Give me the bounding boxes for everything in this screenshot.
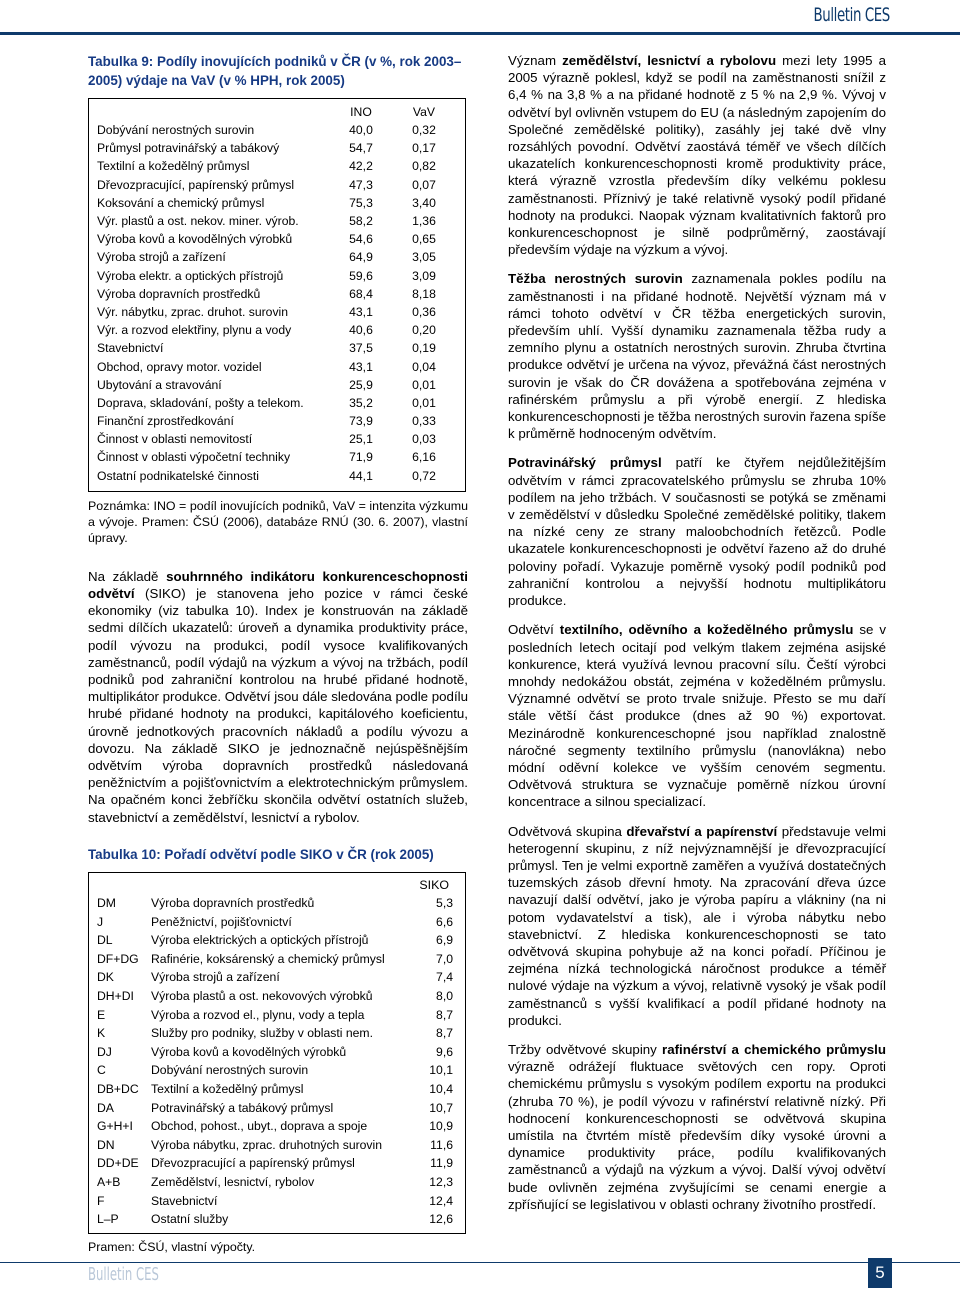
row-ino: 40,6 bbox=[349, 323, 373, 338]
table-row bbox=[97, 267, 465, 285]
row-ino: 44,1 bbox=[349, 468, 373, 483]
row-vav: 0,36 bbox=[412, 304, 436, 319]
row-ino: 37,5 bbox=[349, 341, 373, 356]
row-ino: 58,2 bbox=[349, 214, 373, 229]
row-ino: 54,7 bbox=[349, 141, 373, 156]
row-code: A+B bbox=[97, 1175, 121, 1189]
table9 bbox=[88, 98, 466, 492]
para-text: zaznamenala pokles podílu na zaměstnanosti i na přidané hodnotě. Největší význam má v rámci tohoto odvětví v ČR těžba energetických surovin, především uhlí. Vyšší dynamiku zaznamenala těžba rudy a zemního plynu a ostatních nerostných surovin. Zhruba čtvrtina produkce odvětví je určena na vývoz, převážná část nerostných surovin je však do ČR dovážena a spotřebována zejména v rafinérském průmyslu a při výrobě energií. Z hlediska konkurenceschopnosti je těžba nerostných surovin řazena spíše k průměrně hodnoceným odvětvím. bbox=[508, 271, 886, 442]
row-code: DJ bbox=[97, 1044, 112, 1059]
para-mining bbox=[508, 270, 886, 442]
row-code: DD+DE bbox=[97, 1156, 139, 1171]
row-label: Činnost v oblasti nemovitostí bbox=[97, 432, 253, 447]
siko-paragraph bbox=[88, 568, 468, 826]
row-vav: 3,05 bbox=[412, 250, 436, 265]
row-code: J bbox=[97, 914, 104, 929]
row-label: Textilní a kožedělný průmysl bbox=[151, 1082, 304, 1097]
table-row bbox=[97, 968, 465, 987]
para-bold: textilního, oděvního a kožedělného průmyslu bbox=[559, 622, 854, 638]
row-label: Průmysl potravinářský a tabákový bbox=[97, 141, 280, 156]
row-siko: 10,4 bbox=[429, 1082, 453, 1097]
row-label: Stavebnictví bbox=[151, 1193, 218, 1208]
row-label: Výr. nábytku, zprac. druhot. surovin bbox=[97, 304, 289, 319]
table-row bbox=[97, 248, 465, 266]
table10-title: Tabulka 10: Pořadí odvětví podle SIKO v ČR (rok 2005) bbox=[88, 846, 434, 862]
row-siko: 7,0 bbox=[436, 951, 453, 966]
row-siko: 10,9 bbox=[429, 1119, 453, 1134]
para-bold: dřevařství a papírenství bbox=[626, 823, 778, 839]
row-label: Doprava, skladování, pošty a telekom. bbox=[97, 395, 304, 410]
left-column bbox=[88, 52, 468, 1254]
para-textile bbox=[508, 621, 886, 810]
table-row bbox=[97, 467, 465, 485]
row-label: Výroba elektrických a optických přístrojů bbox=[151, 933, 369, 948]
table-row bbox=[97, 230, 465, 248]
row-label: Dobývání nerostných surovin bbox=[151, 1063, 309, 1078]
row-vav: 0,32 bbox=[412, 123, 436, 138]
row-ino: 43,1 bbox=[349, 359, 373, 374]
row-siko: 6,9 bbox=[436, 933, 453, 948]
row-ino: 42,2 bbox=[349, 159, 373, 174]
table-row bbox=[97, 430, 465, 448]
row-siko: 8,7 bbox=[436, 1007, 453, 1022]
table9-header bbox=[97, 103, 465, 121]
table10-source: Pramen: ČSÚ, vlastní výpočty. bbox=[88, 1240, 256, 1255]
row-vav: 8,18 bbox=[412, 286, 436, 301]
table-row bbox=[97, 950, 465, 969]
para-text: Na základě bbox=[88, 568, 167, 584]
page-number: 5 bbox=[868, 1258, 892, 1288]
table-row bbox=[97, 1005, 465, 1024]
row-label: Dobývání nerostných surovin bbox=[97, 123, 255, 138]
table-row bbox=[97, 412, 465, 430]
table-row bbox=[97, 212, 465, 230]
row-code: DB+DC bbox=[97, 1082, 139, 1097]
row-label: Finanční zprostředkování bbox=[97, 414, 234, 429]
row-label: Výroba kovů a kovodělných výrobků bbox=[151, 1044, 347, 1059]
table10-body bbox=[97, 894, 465, 1229]
row-label: Výroba dopravních prostředků bbox=[151, 896, 315, 911]
table-row bbox=[97, 1080, 465, 1099]
row-ino: 40,0 bbox=[349, 123, 373, 138]
table10-header bbox=[97, 877, 465, 894]
row-label: Stavebnictví bbox=[97, 341, 164, 356]
row-vav: 3,40 bbox=[412, 195, 436, 210]
row-vav: 0,33 bbox=[412, 414, 436, 429]
row-code: C bbox=[97, 1063, 106, 1078]
row-vav: 0,17 bbox=[412, 141, 436, 156]
table-row bbox=[97, 1098, 465, 1117]
row-siko: 7,4 bbox=[436, 970, 453, 985]
row-siko: 9,6 bbox=[436, 1044, 453, 1059]
row-label: Výroba a rozvod el., plynu, vody a tepla bbox=[151, 1007, 365, 1022]
row-label: Ostatní podnikatelské činnosti bbox=[97, 468, 259, 483]
row-label: Výroba nábytku, zprac. druhotných surovin bbox=[151, 1137, 383, 1152]
table-row bbox=[97, 987, 465, 1006]
table-row bbox=[97, 339, 465, 357]
row-vav: 0,01 bbox=[412, 395, 436, 410]
table-row bbox=[97, 394, 465, 412]
para-bold: souhrnného indikátoru konkurenceschopnosti odvětví bbox=[88, 568, 468, 601]
row-vav: 0,07 bbox=[412, 177, 436, 192]
row-vav: 0,20 bbox=[412, 323, 436, 338]
row-siko: 6,6 bbox=[436, 914, 453, 929]
row-siko: 11,9 bbox=[430, 1156, 453, 1171]
row-label: Ubytování a stravování bbox=[97, 377, 222, 392]
para-text: představuje velmi heterogenní skupinu, z níž nejvýznamnější je dřevozpracující průmysl. Ten je velmi exportně zaměřen a využívá dostatečných tuzemských zásob dřevní hmoty. Na zpracování dřeva úzce navazují další odvětví, jako je výroba papíru a vlákniny (na ni potom vydavatelství a tisk), ale i výroba nábytku nebo stavebnictví. Z hlediska konkurenceschopnosti se tato odvětvová skupina pohybuje až na konci pořadí. Příčinou je zejména nízká technologická náročnost produkce a téměř nulové výdaje na výzkum a vývoj, relativně vysoký je však podíl zaměstnanců s vyšší kvalifikací a podíl přidané hodnoty na produkci. bbox=[508, 823, 886, 1028]
row-label: Zemědělství, lesnictví, rybolov bbox=[151, 1175, 315, 1189]
row-siko: 8,7 bbox=[436, 1026, 453, 1041]
table-row bbox=[97, 376, 465, 394]
table-row bbox=[97, 1173, 465, 1192]
row-label: Koksování a chemický průmysl bbox=[97, 195, 265, 210]
table-row bbox=[97, 321, 465, 339]
row-vav: 0,04 bbox=[412, 359, 436, 374]
row-label: Výroba kovů a kovodělných výrobků bbox=[97, 232, 293, 247]
table-row bbox=[97, 1210, 465, 1229]
row-label: Dřevozpracující a papírenský průmysl bbox=[151, 1156, 355, 1171]
para-bold: zemědělství, lesnictví a rybolovu bbox=[562, 53, 777, 68]
table-row bbox=[97, 303, 465, 321]
row-label: Výroba plastů a ost. nekovových výrobků bbox=[151, 989, 373, 1004]
table-row bbox=[97, 357, 465, 375]
table-row bbox=[97, 1043, 465, 1062]
row-siko: 5,3 bbox=[436, 896, 453, 911]
table-row bbox=[97, 1024, 465, 1043]
row-label: Dřevozpracující, papírenský průmysl bbox=[97, 177, 295, 192]
row-vav: 0,82 bbox=[412, 159, 436, 174]
row-vav: 6,16 bbox=[412, 450, 436, 465]
row-code: DK bbox=[97, 970, 114, 985]
row-label: Výroba strojů a zařízení bbox=[151, 970, 280, 985]
row-vav: 0,72 bbox=[412, 468, 436, 483]
row-vav: 0,65 bbox=[412, 232, 436, 247]
header-rule bbox=[0, 32, 960, 35]
row-code: DA bbox=[97, 1100, 114, 1115]
row-label: Rafinérie, koksárenský a chemický průmysl bbox=[151, 951, 385, 966]
row-label: Výr. plastů a ost. nekov. miner. výrob. bbox=[97, 214, 299, 229]
row-siko: 11,6 bbox=[430, 1137, 453, 1152]
row-label: Potravinářský a tabákový průmysl bbox=[151, 1100, 334, 1115]
row-label: Obchod, pohost., ubyt., doprava a spoje bbox=[151, 1119, 368, 1134]
table-row bbox=[97, 912, 465, 931]
row-code: L–P bbox=[97, 1212, 119, 1227]
row-code: K bbox=[97, 1026, 106, 1041]
row-siko: 8,0 bbox=[436, 989, 453, 1004]
row-label: Služby pro podniky, služby v oblasti nem. bbox=[151, 1026, 373, 1041]
table-row bbox=[97, 448, 465, 466]
row-label: Výroba elektr. a optických přístrojů bbox=[97, 268, 284, 283]
row-label: Výroba dopravních prostředků bbox=[97, 286, 261, 301]
row-vav: 0,03 bbox=[412, 432, 436, 447]
para-text: Význam bbox=[508, 53, 563, 68]
row-code: DL bbox=[97, 933, 113, 948]
table-row bbox=[97, 194, 465, 212]
table-row bbox=[97, 285, 465, 303]
row-ino: 25,1 bbox=[349, 432, 373, 447]
para-text: se v posledních letech ocitají pod velkým tlakem zejména asijské konkurence, která využívá levnou pracovní sílu. Čeští výrobci mnohdy nedokážou obstát, zejména v kožedělném průmyslu. Významné odvětví se proto trvale snižuje. Přesto se mu daří stále větší část produkce (dnes až 90 %) exportovat. Mezinárodně konkurenceschopné jsou například znalostně náročné segmenty textilního průmyslu (nanovlákna) nebo módní oděvní kolekce ve vyšším cenovém segmentu. Odvětvová struktura se vyznačuje poměrně nízkou úrovní koncentrace a silnou specializací. bbox=[508, 622, 886, 810]
para-chemical bbox=[508, 1041, 886, 1213]
row-ino: 75,3 bbox=[349, 195, 373, 210]
para-text: Odvětví bbox=[508, 622, 560, 638]
table-row bbox=[97, 1117, 465, 1136]
row-ino: 73,9 bbox=[349, 414, 373, 429]
row-code: E bbox=[97, 1007, 106, 1022]
table-row bbox=[97, 139, 465, 157]
table-row bbox=[97, 894, 465, 913]
row-code: DF+DG bbox=[97, 951, 139, 966]
para-text: Tržby odvětvové skupiny bbox=[508, 1041, 663, 1057]
table9-col-ino: INO bbox=[350, 105, 372, 119]
row-ino: 25,9 bbox=[349, 377, 373, 392]
table-row bbox=[97, 121, 465, 139]
row-ino: 68,4 bbox=[349, 286, 373, 301]
row-siko: 12,6 bbox=[429, 1212, 453, 1227]
row-ino: 35,2 bbox=[349, 395, 373, 410]
table10 bbox=[88, 872, 466, 1235]
row-vav: 3,09 bbox=[412, 268, 436, 283]
table-row bbox=[97, 931, 465, 950]
table9-note: Poznámka: INO = podíl inovujících podniků, VaV = intenzita výzkumu a vývoje. Pramen: ČSÚ (2006), databáze RNÚ (30. 6. 2007), vlastní úpravy. bbox=[88, 498, 468, 545]
row-label: Obchod, opravy motor. vozidel bbox=[97, 359, 262, 374]
row-ino: 54,6 bbox=[349, 232, 373, 247]
para-bold: Těžba nerostných surovin bbox=[508, 271, 683, 287]
table-row bbox=[97, 176, 465, 194]
header-brand: Bulletin CES bbox=[813, 4, 890, 26]
para-text: (SIKO) je stanovena jeho pozice v rámci české ekonomiky (viz tabulka 10). Index je konstruován na základě sedmi dílčích ukazatelů: úroveň a dynamika produktivity práce, podíl vývozu na produkci, podíl vysoce kvalifikovaných zaměstnanců, podíl výdajů na výzkum a vývoj na tržbách, podíl podniků pod zahraniční kontrolou na hrubé přidané hodnotě, multiplikátor produkce. Odvětví jsou dále sledována podle podílu hrubé přidané hodnoty na produkci, kapitálového koeficientu, úrovně jednotkových pracovních nákladů a podílu vývozu a dovozu. Na základě SIKO je jednoznačně nejúspěšnějším odvětvím výroba dopravních prostředků následovaná peněžnictvím a pojišťovnictvím a elektrotechnickým průmyslem. Na opačném konci žebříčku skončila odvětví ostatních služeb, stavebnictví a zemědělství, lesnictví a rybolov. bbox=[88, 585, 468, 825]
row-label: Ostatní služby bbox=[151, 1212, 229, 1227]
row-siko: 10,1 bbox=[429, 1063, 453, 1078]
row-ino: 59,6 bbox=[349, 268, 373, 283]
table9-col-vav: VaV bbox=[412, 105, 436, 119]
para-food bbox=[508, 454, 886, 609]
para-bold: Potravinářský průmysl bbox=[508, 455, 662, 471]
row-ino: 43,1 bbox=[349, 304, 373, 319]
para-wood bbox=[508, 823, 886, 1029]
table-row bbox=[97, 1061, 465, 1080]
table10-col-siko: SIKO bbox=[419, 878, 449, 893]
para-text: patří ke čtyřem nejdůležitějším odvětvím v rámci zpracovatelského průmyslu se zhruba 10% podílem na jeho tržbách. V současnosti se potýká se změnami v zemědělství v důsledku Společné zemědělské politiky, tlakem na nízké ceny ze strany maloobchodních řetězců. Podle ukazatele konkurenceschopnosti je odvětví řazeno až do druhé poloviny pořadí. Vykazuje poměrně vysoký podíl podniků pod zahraniční kontrolou a nejvyšší hodnotu multiplikátoru produkce. bbox=[508, 455, 886, 609]
row-label: Textilní a kožedělný průmysl bbox=[97, 159, 250, 174]
row-code: G+H+I bbox=[97, 1119, 133, 1134]
row-ino: 64,9 bbox=[349, 250, 373, 265]
para-agriculture bbox=[508, 52, 886, 258]
table-row bbox=[97, 1136, 465, 1155]
para-text: mezi lety 1995 a 2005 výrazně poklesl, když se podíl na zaměstnanosti snížil z 6,4 % na 3,8 % a na přidané hodnotě z 5 % na 2,9 %. Vývoj v odvětví byl ovlivněn vstupem do EU (a následným zapojením do Společné zemědělské politiky), zasáhly jej také dvě vlny rozsáhlých povodní. Odvětví zaostává téměř ve všech dílčích ukazatelích konkurenceschopnosti kromě produktivity práce, která výrazně vzrostla především díky velkému poklesu zaměstnanosti. Příznivý je také relativně vysoký podíl přidané hodnoty na produkci. Naopak význam kvalitativních faktorů pro konkurenceschopnost je silně podprůměrný, zaostávají především výdaje na výzkum a vývoj. bbox=[508, 53, 887, 258]
row-ino: 47,3 bbox=[349, 177, 373, 192]
row-siko: 12,4 bbox=[429, 1193, 453, 1208]
para-text: Odvětvová skupina bbox=[508, 823, 627, 839]
para-bold: rafinérství a chemického průmyslu bbox=[662, 1041, 886, 1057]
row-label: Činnost v oblasti výpočetní techniky bbox=[97, 450, 291, 465]
right-column bbox=[508, 52, 886, 1213]
para-text: výrazně odrážejí fluktuace světových cen ropy. Oproti chemickému průmyslu s vysokým podílem exportu na produkci (zhruba 70 %), je podíl vývozu v rafinérství relativně nízký. Při hodnocení konkurenceschopnosti se odvětvová skupina umístila na čtvrtém místě především díky vysoké úrovni a dynamice produktivity práce, podílu kvalifikovaných zaměstnanců a výdajů na výzkum a vývoj. Další vývoj odvětví bude ovlivněn zejména zvyšujícími se cenami energie a zpřísňující se legislativou v oblasti ochrany životního prostředí. bbox=[508, 1059, 886, 1212]
row-siko: 10,7 bbox=[429, 1100, 453, 1115]
footer-brand: Bulletin CES bbox=[88, 1264, 159, 1285]
row-label: Výr. a rozvod elektřiny, plynu a vody bbox=[97, 323, 292, 338]
row-vav: 0,01 bbox=[412, 377, 436, 392]
row-vav: 1,36 bbox=[412, 214, 436, 229]
row-label: Peněžnictví, pojišťovnictví bbox=[151, 914, 292, 929]
row-vav: 0,19 bbox=[412, 341, 436, 356]
row-code: DH+DI bbox=[97, 989, 134, 1004]
footer-rule bbox=[0, 1262, 960, 1263]
table9-body bbox=[97, 121, 465, 485]
table-row bbox=[97, 1154, 465, 1173]
table-row bbox=[97, 1191, 465, 1210]
row-ino: 71,9 bbox=[349, 450, 373, 465]
row-code: F bbox=[97, 1193, 105, 1208]
row-siko: 12,3 bbox=[429, 1175, 453, 1189]
table9-title: Tabulka 9: Podíly inovujících podniků v ČR (v %, rok 2003–2005) výdaje na VaV (v % HPH, rok 2005) bbox=[88, 54, 462, 88]
table-row bbox=[97, 157, 465, 175]
row-code: DM bbox=[97, 896, 116, 911]
row-code: DN bbox=[97, 1137, 115, 1152]
row-label: Výroba strojů a zařízení bbox=[97, 250, 226, 265]
